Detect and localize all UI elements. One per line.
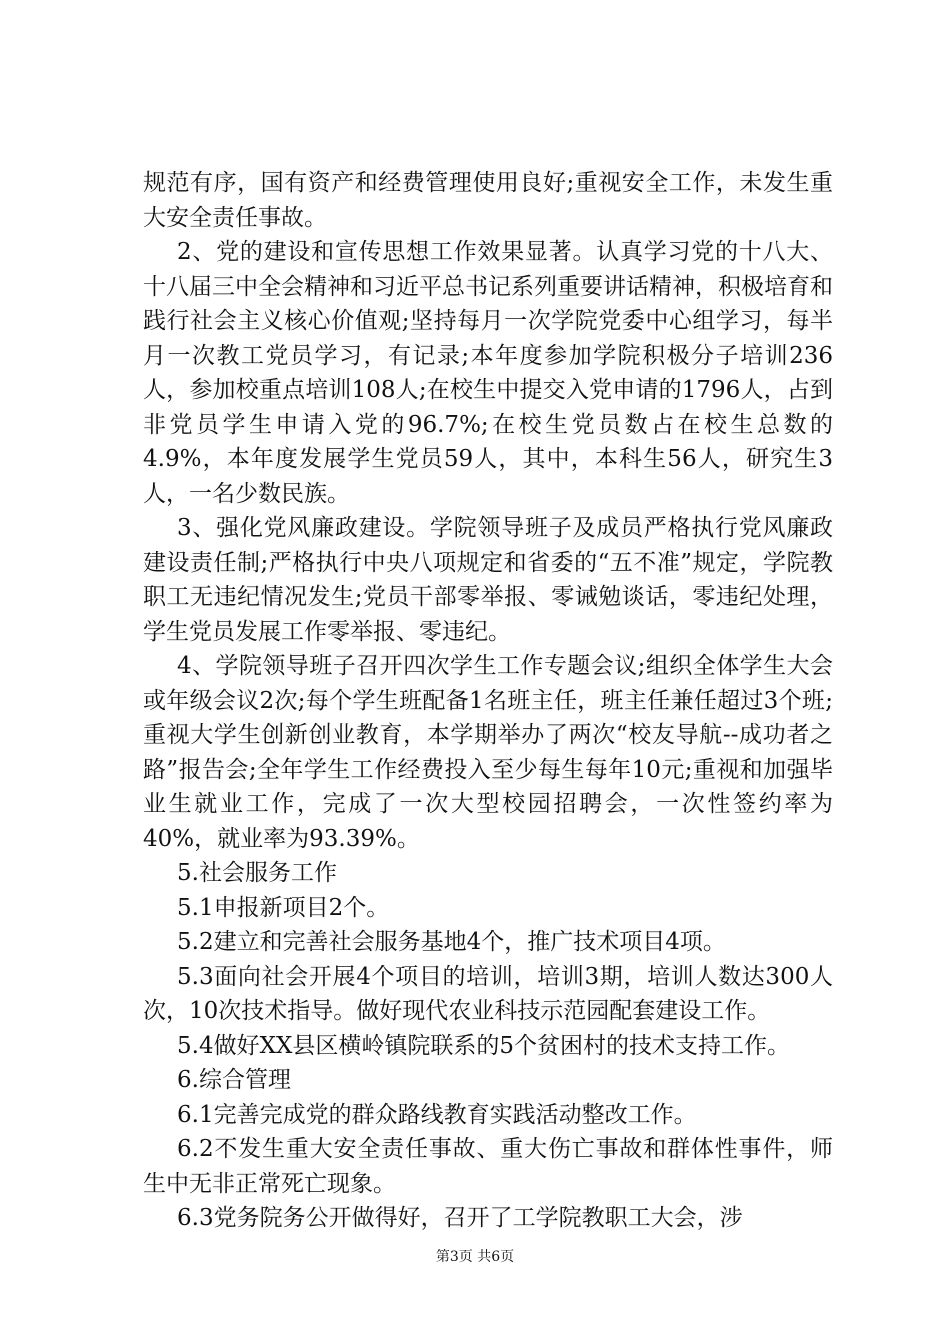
paragraph-integrity: 3、强化党风廉政建设。学院领导班子及成员严格执行党风廉政建设责任制;严格执行中央八项规定和省委的“五不准”规定，学院教职工无违纪情况发生;党员干部零举报、零诫勉谈话，零违纪处理，学生党员发展工作零举报、零违纪。	[143, 515, 833, 645]
paragraph-student-work: 4、学院领导班子召开四次学生工作专题会议;组织全体学生大会或年级会议2次;每个学生班配备1名班主任，班主任兼任超过3个班;重视大学生创新创业教育，本学期举办了两次“校友导航--成功者之路”报告会;全年学生工作经费投入至少每生每年10元;重视和加强毕业生就业工作，完成了一次大型校园招聘会，一次性签约率为40%，就业率为93.39%。	[143, 653, 833, 852]
paragraph-continuation: 规范有序，国有资产和经费管理使用良好;重视安全工作，未发生重大安全责任事故。	[143, 170, 833, 231]
item-5-2: 5.2建立和完善社会服务基地4个，推广技术项目4项。	[177, 929, 726, 955]
item-5-3: 5.3面向社会开展4个项目的培训，培训3期，培训人数达300人次，10次技术指导。做好现代农业科技示范园配套建设工作。	[143, 963, 833, 1024]
item-6-1: 6.1完善完成党的群众路线教育实践活动整改工作。	[177, 1101, 697, 1128]
heading-management: 6.综合管理	[177, 1067, 291, 1093]
item-6-3: 6.3党务院务公开做得好，召开了工学院教职工大会，涉	[177, 1205, 743, 1231]
item-6-2: 6.2不发生重大安全责任事故、重大伤亡事故和群体性事件，师生中无非正常死亡现象。	[143, 1136, 833, 1197]
heading-social-service: 5.社会服务工作	[177, 860, 337, 886]
item-5-1: 5.1申报新项目2个。	[177, 894, 390, 921]
page-number-footer: 第3页 共6页	[435, 1249, 515, 1265]
body-text	[143, 166, 833, 1236]
paragraph-party-building: 2、党的建设和宣传思想工作效果显著。认真学习党的十八大、十八届三中全会精神和习近平总书记系列重要讲话精神，积极培育和践行社会主义核心价值观;坚持每月一次学院党委中心组学习，每半月一次教工党员学习，有记录;本年度参加学院积极分子培训236人，参加校重点培训108人;在校生中提交入党申请的1796人，占到非党员学生申请入党的96.7%;在校生党员数占在校生总数的4.9%，本年度发展学生党员59人，其中，本科生56人，研究生3人，一名少数民族。	[143, 239, 833, 507]
item-5-4: 5.4做好XX县区横岭镇院联系的5个贫困村的技术支持工作。	[177, 1032, 790, 1059]
